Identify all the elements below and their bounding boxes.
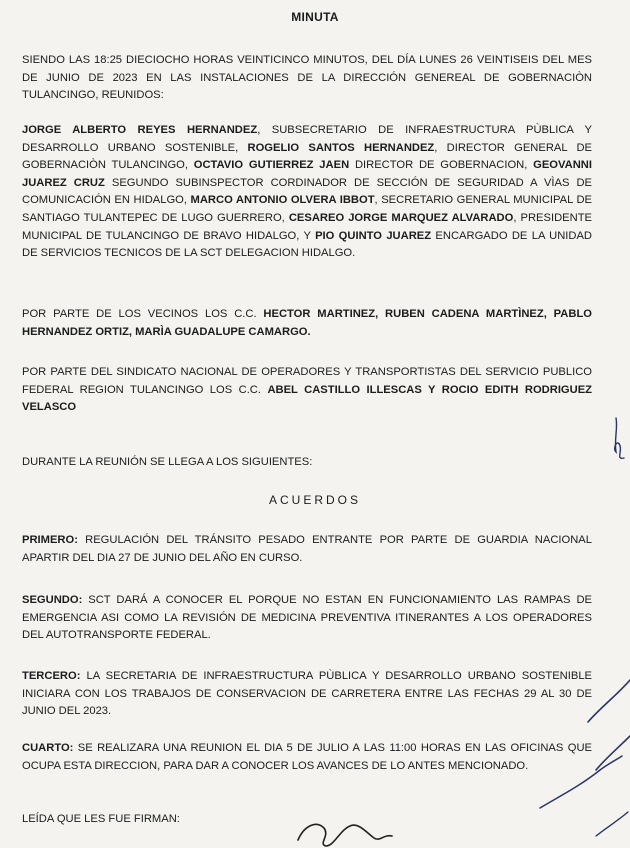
- acuerdo-tercero: [22, 668, 592, 721]
- attendee-role: , SECRETARIO GENERAL MUNICIPAL DE SANTIAGO TULANTEPEC DE LUGO GUERRERO,: [22, 194, 592, 224]
- acuerdo-segundo: [22, 592, 592, 645]
- attendee-name: JORGE ALBERTO REYES HERNANDEZ: [22, 124, 258, 136]
- attendee-role: ENCARGADO DE LA UNIDAD DE SERVICIOS TECNICOS DE LA SCT DELEGACION HIDALGO.: [22, 229, 593, 260]
- vecinos-paragraph: [22, 306, 592, 341]
- pen-stroke-right: [596, 736, 630, 770]
- sindicato-paragraph: [22, 364, 592, 417]
- document-title: MINUTA: [291, 10, 339, 24]
- acuerdo-label: PRIMERO:: [22, 534, 78, 546]
- attendee-name: CESAREO JORGE MARQUEZ ALVARADO: [288, 211, 514, 224]
- attendee-name: OCTAVIO GUTIERREZ JAEN: [193, 159, 350, 172]
- acuerdo-text: LA SECRETARIA DE INFRAESTRUCTURA PÙBLICA Y DESARROLLO URBANO SOSTENIBLE INICIARA CON LOS TRABAJOS DE CONSERVACION DE CARRETERA ENTRE LAS FECHAS 29 AL 30 DE JUNIO DEL 2023.: [22, 670, 592, 718]
- attendee-role: SEGUNDO SUBINSPECTOR CORDINADOR DE SECCIÓN DE SEGURIDAD A VÌAS DE COMUNICACIÓN EN HIDALGO,: [22, 176, 593, 207]
- acuerdo-primero: [22, 532, 592, 567]
- attendee-role: , SUBSECRETARIO DE INFRAESTRUCTURA PÙBLICA Y DESARROLLO URBANO SOSTENIBLE,: [22, 124, 592, 154]
- vecinos-prefix: POR PARTE DE LOS VECINOS LOS C.C.: [22, 308, 264, 320]
- attendees-paragraph: [22, 122, 592, 263]
- acuerdo-label: CUARTO:: [22, 742, 74, 754]
- acuerdo-text: SCT DARÁ A CONOCER EL PORQUE NO ESTAN EN FUNCIONAMIENTO LAS RAMPAS DE EMERGENCIA ASI COMO LA REVISIÓN DE MEDICINA PREVENTIVA ITINERANTES A LOS OPERADORES DEL AUTOTRANSPORTE FEDERAL.: [22, 594, 592, 642]
- margin-signature-mark: [615, 418, 624, 458]
- acuerdo-text: SE REALIZARA UNA REUNION EL DIA 5 DE JULIO A LAS 11:00 HORAS EN LAS OFICINAS QUE OCUPA ESTA DIRECCION, PARA DAR A CONOCER LOS AVANCES DE LO ANTES MENCIONADO.: [22, 742, 592, 772]
- durante-line: DURANTE LA REUNIÓN SE LLEGA A LOS SIGUIENTES:: [22, 456, 313, 468]
- acuerdo-cuarto: [22, 740, 592, 775]
- attendee-name: GEOVANNI JUAREZ CRUZ: [22, 159, 592, 189]
- attendee-name: PIO QUINTO JUAREZ: [315, 229, 432, 242]
- acuerdos-heading: ACUERDOS: [268, 493, 361, 507]
- vecinos-names: HECTOR MARTINEZ, RUBEN CADENA MARTÌNEZ, PABLO HERNANDEZ ORTIZ, MARÌA GUADALUPE CAMARGO.: [22, 308, 592, 338]
- leida-line: LEÍDA QUE LES FUE FIRMAN:: [22, 813, 180, 825]
- attendee-role: , DIRECTOR GENERAL DE GOBERNACIÒN TULANCINGO,: [22, 141, 592, 172]
- acuerdo-label: SEGUNDO:: [22, 594, 83, 606]
- sindicato-names: ABEL CASTILLO ILLESCAS Y ROCIO EDITH RODRIGUEZ VELASCO: [22, 383, 593, 414]
- pen-stroke-right: [588, 680, 630, 722]
- sindicato-prefix: POR PARTE DEL SINDICATO NACIONAL DE OPERADORES Y TRANSPORTISTAS DEL SERVICIO PUBLICO FEDERAL REGION TULANCINGO LOS C.C.: [22, 366, 592, 396]
- attendee-name: ROGELIO SANTOS HERNANDEZ: [247, 141, 435, 154]
- acuerdo-label: TERCERO:: [22, 670, 81, 682]
- attendee-name: MARCO ANTONIO OLVERA IBBOT: [190, 194, 375, 207]
- pen-stroke-right: [596, 812, 628, 836]
- attendee-role: DIRECTOR DE GOBERNACION,: [349, 159, 534, 172]
- acuerdo-text: REGULACIÓN DEL TRÁNSITO PESADO ENTRANTE POR PARTE DE GUARDIA NACIONAL APARTIR DEL DIA 27 DE JUNIO DEL AÑO EN CURSO.: [22, 534, 592, 564]
- attendee-role: , PRESIDENTE MUNICIPAL DE TULANCINGO DE BRAVO HIDALGO, Y: [22, 211, 592, 242]
- intro-paragraph: SIENDO LAS 18:25 DIECIOCHO HORAS VEINTICINCO MINUTOS, DEL DÍA LUNES 26 VEINTISEIS DEL MES DE JUNIO DE 2023 EN LAS INSTALACIONES DE LA DIRECCIÓN GENEREAL DE GOBERNACIÒN TULANCINGO, REUNIDOS:: [22, 54, 592, 102]
